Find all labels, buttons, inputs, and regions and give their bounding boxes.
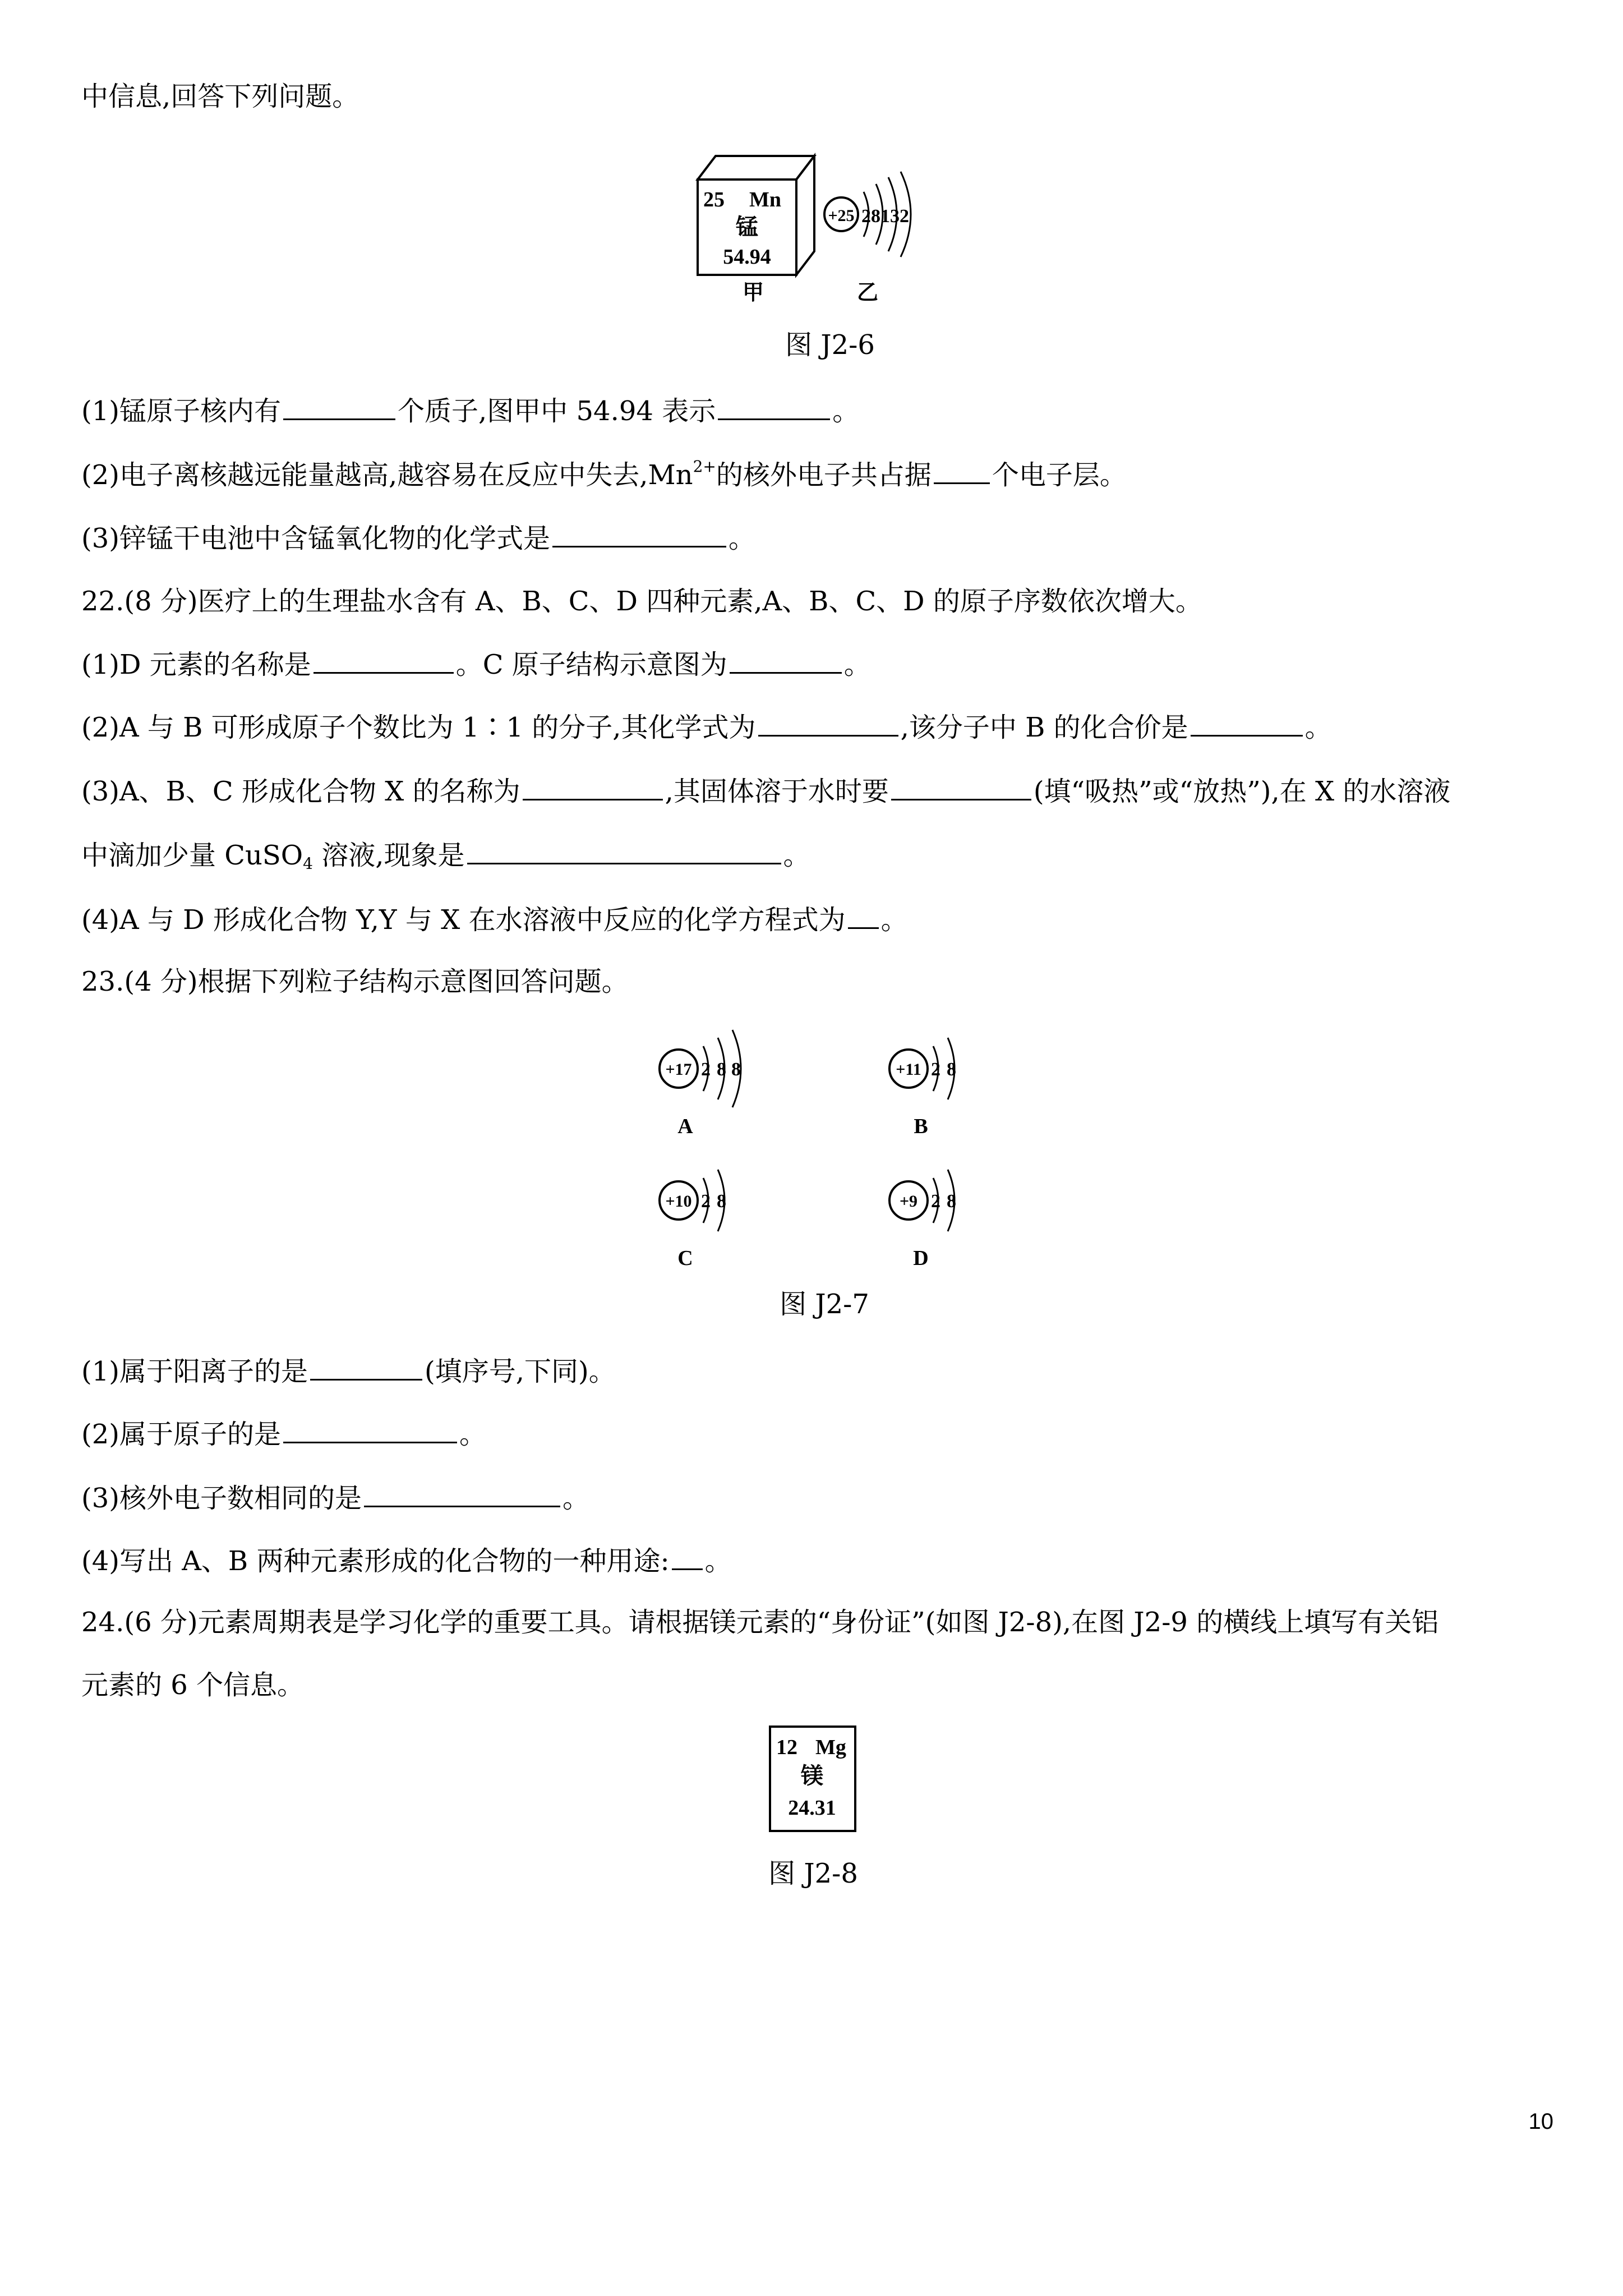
mn-element-and-atom-diagram	[695, 151, 942, 303]
particle-c-shell-2: 8	[717, 1191, 726, 1212]
figure-j2-8	[768, 1725, 858, 1834]
mn-atomic-mass: 54.94	[723, 245, 771, 269]
particle-b-shell-1: 2	[931, 1059, 940, 1080]
mg-symbol: Mg	[815, 1736, 846, 1759]
q23-part-3: (3)核外电子数相同的是 。	[81, 1479, 1551, 1516]
answer-blank[interactable]	[1191, 708, 1303, 737]
q21-part-1: (1)锰原子核内有 个质子,图甲中 54.94 表示 。	[81, 392, 1551, 429]
particle-structure-diagrams	[645, 1004, 981, 1285]
particle-a	[660, 1030, 741, 1138]
page-number: 10	[1528, 2109, 1553, 2134]
figure-j2-8-caption: 图 J2-8	[768, 1858, 858, 1889]
answer-blank[interactable]	[891, 772, 1031, 800]
particle-b-shell-2: 8	[947, 1059, 956, 1080]
mg-atomic-mass: 24.31	[788, 1796, 836, 1820]
mn-cube-top	[698, 156, 814, 180]
particle-b	[889, 1038, 956, 1138]
answer-blank[interactable]	[523, 772, 663, 800]
particle-c-shell-1: 2	[701, 1191, 711, 1212]
answer-blank[interactable]	[934, 455, 990, 484]
answer-blank[interactable]	[672, 1542, 703, 1570]
answer-blank[interactable]	[848, 900, 879, 929]
answer-blank[interactable]	[283, 392, 395, 420]
mn-shell-electrons: 28132	[861, 206, 909, 227]
figure-j2-7-caption: 图 J2-7	[780, 1289, 869, 1320]
answer-blank[interactable]	[467, 836, 781, 864]
q22-part-4: (4)A 与 D 形成化合物 Y,Y 与 X 在水溶液中反应的化学方程式为 。	[81, 900, 1551, 938]
answer-blank[interactable]	[313, 645, 454, 674]
answer-blank[interactable]	[718, 392, 830, 420]
mn-atomic-number: 25	[703, 188, 725, 211]
mg-atomic-number: 12	[776, 1736, 797, 1759]
q23-part-2: (2)属于原子的是 。	[81, 1415, 1551, 1452]
mn-nucleus-charge: +25	[828, 206, 855, 225]
fig6-label-a: 甲	[743, 281, 764, 303]
q22-part-3: (3)A、B、C 形成化合物 X 的名称为 ,其固体溶于水时要 (填“吸热”或“放热”),在 X 的水溶液	[81, 772, 1551, 809]
figure-j2-6	[695, 151, 942, 303]
particle-a-shell-1: 2	[701, 1059, 711, 1080]
q22-part-2: (2)A 与 B 可形成原子个数比为 1∶1 的分子,其化学式为 ,该分子中 B 的化合价是 。	[81, 708, 1551, 746]
particle-a-shell-2: 8	[717, 1059, 726, 1080]
particle-b-label: B	[914, 1115, 928, 1138]
particle-b-nucleus-charge: +11	[896, 1060, 921, 1079]
particle-a-label: A	[677, 1115, 693, 1138]
particle-c-nucleus-charge: +10	[665, 1192, 692, 1211]
particle-d-shell-2: 8	[947, 1191, 956, 1212]
q22-part-1: (1)D 元素的名称是 。C 原子结构示意图为 。	[81, 645, 1551, 683]
q22-part-3-continued: 中滴加少量 CuSO$_4$ 溶液,现象是 。	[81, 836, 1551, 873]
answer-blank[interactable]	[758, 708, 898, 737]
answer-blank[interactable]	[283, 1415, 457, 1443]
particle-d-nucleus-charge: +9	[899, 1192, 918, 1211]
figure-j2-7	[645, 1004, 981, 1285]
intro-text: 中信息,回答下列问题。	[81, 81, 359, 112]
mg-element-name: 镁	[801, 1763, 823, 1788]
answer-blank[interactable]	[552, 519, 726, 547]
particle-a-nucleus-charge: +17	[665, 1060, 692, 1079]
mg-element-card	[768, 1725, 858, 1834]
q24-title-continued: 元素的 6 个信息。	[81, 1669, 305, 1701]
q21-part-3: (3)锌锰干电池中含锰氧化物的化学式是 。	[81, 519, 1551, 556]
particle-d-label: D	[913, 1246, 929, 1270]
particle-d	[889, 1170, 956, 1270]
answer-blank[interactable]	[310, 1352, 422, 1381]
q21-part-2: (2)电子离核越远能量越高,越容易在反应中失去$,Mn^{2+}$的核外电子共占据 个电子层。	[81, 455, 1551, 493]
figure-j2-6-caption: 图 J2-6	[785, 329, 875, 361]
q23-part-4: (4)写出 A、B 两种元素形成的化合物的一种用途: 。	[81, 1542, 1551, 1579]
mn-element-name: 锰	[736, 214, 758, 240]
q23-part-1: (1)属于阳离子的是 (填序号,下同)。	[81, 1352, 1551, 1389]
answer-blank[interactable]	[730, 645, 842, 674]
fig6-label-b: 乙	[857, 281, 879, 303]
particle-c	[660, 1170, 726, 1270]
mn-symbol: Mn	[749, 188, 781, 211]
q22-title: 22.(8 分)医疗上的生理盐水含有 A、B、C、D 四种元素,A、B、C、D 的原子序数依次增大。	[81, 586, 1202, 617]
particle-d-shell-1: 2	[931, 1191, 940, 1212]
particle-c-label: C	[677, 1246, 693, 1270]
particle-a-shell-3: 8	[731, 1059, 741, 1080]
answer-blank[interactable]	[364, 1479, 560, 1507]
q24-title: 24.(6 分)元素周期表是学习化学的重要工具。请根据镁元素的“身份证”(如图 J2-8),在图 J2-9 的横线上填写有关铝	[81, 1607, 1439, 1638]
q23-title: 23.(4 分)根据下列粒子结构示意图回答问题。	[81, 966, 629, 997]
